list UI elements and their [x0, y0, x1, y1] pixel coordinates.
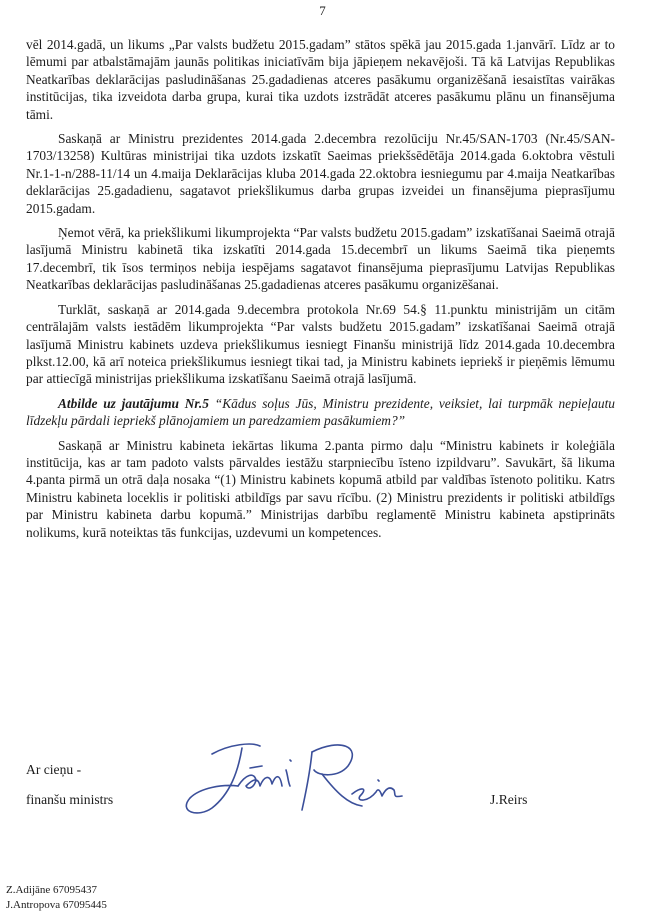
closing-salutation: Ar cieņu -: [26, 762, 82, 777]
paragraph: Turklāt, saskaņā ar 2014.gada 9.decembra protokola Nr.69 54.§ 11.punktu ministrijām un citām centrālajām valsts iestādēm likumprojekta “Par valsts budžetu 2015.gadam” izskatīšanai Saeimā otrajā lasījumā Ministru kabinets uzdeva priekšlikumus iesniegt Finanšu ministrijā līdz 2014.gada 10.decembra plkst.12.00, kā arī noteica priekšlikumus iesniegt tikai tad, ja Ministru kabinets iepriekš ir pieņēmis lēmumu par attiecīgā ministrijas priekšlikuma izskatīšanu Saeimā otrajā lasījumā.: [26, 301, 615, 387]
page-number: 7: [319, 3, 326, 18]
question-paragraph: [26, 395, 615, 430]
contact-line: J.Antropova 67095445: [6, 899, 107, 911]
question-text: “Kādus soļus Jūs, Ministru prezidente, veiksiet, lai turpmāk nepieļautu līdzekļu pārdali iepriekš plānojamiem un paredzamiem pasākumiem?”: [26, 395, 616, 429]
paragraph: Ņemot vērā, ka priekšlikumi likumprojekta “Par valsts budžetu 2015.gadam” izskatīšanai Saeimā otrajā lasījumā Ministru kabinetā tika izskatīti 2014.gada 15.decembrī un likums Saeimā tika pieņemts 17.decembrī, tik īsos termiņos nebija iespējams sagatavot finansējuma pieprasījumu Latvijas Republikas Neatkarības deklarācijas pasludināšanas 25.gadadienas atceres pasākumu organizēšanai.: [26, 225, 615, 293]
handwritten-signature: [172, 732, 422, 827]
signer-name: J.Reirs: [490, 792, 528, 807]
paragraph: Saskaņā ar Ministru prezidentes 2014.gada 2.decembra rezolūciju Nr.45/SAN-1703 (Nr.45/SAN-1703/13258) Kultūras ministrijai tika uzdots izskatīt Saeimas priekšsēdētāja 2014.gada 6.oktobra vēstuli Nr.1-1-n/288-11/14 un 4.maija Deklarācijas kluba 2014.gada 22.oktobra iesniegumu par 4.maija Neatkarības deklarācijas 25.gadadienu, sagatavot priekšlikumus darba grupas izveidei un finansējuma pieprasījumu 2015.gadam.: [26, 131, 615, 216]
closing-title: finanšu ministrs: [26, 792, 114, 807]
paragraph: vēl 2014.gadā, un likums „Par valsts budžetu 2015.gadam” stātos spēkā jau 2015.gada 1.janvārī. Līdz ar to lēmumi par atbalstāmajām jaunās politikas iniciatīvām bija jāpieņem nekavējoši. Tā kā Latvijas Republikas Neatkarības deklarācijas pasludināšanas 25.gadadienas atceres pasākumu organizēšanā iesaistītas vairākas institūcijas, tika izveidota darba grupa, kurai tika uzdots izstrādāt atceres pasākumu plānu un finansējuma tāmi.: [26, 37, 615, 122]
document-body: [26, 36, 615, 548]
question-heading: Atbilde uz jautājumu Nr.5: [58, 395, 209, 411]
answer-paragraph: Saskaņā ar Ministru kabineta iekārtas likuma 2.panta pirmo daļu “Ministru kabinets ir koleģiāla institūcija, kas ar tam padoto valsts pārvaldes iestāžu starpniecību īsteno izpildvaru”. Savukārt, šā likuma 4.panta pirmā un otrā daļa nosaka “(1) Ministru kabinets kopumā atbild par valdības īstenoto politiku. Katrs Ministru kabineta loceklis ir politiski atbildīgs par savu rīcību. (2) Ministru prezidents ir politiski atbildīgs par Ministru kabineta darbu kopumā.” Ministrijas darbību reglamentē Ministru kabineta apstiprināts nolikums, kurā noteiktas tās funkcijas, uzdevumi un kompetences.: [26, 437, 615, 540]
contact-line: Z.Adijāne 67095437: [6, 884, 98, 896]
